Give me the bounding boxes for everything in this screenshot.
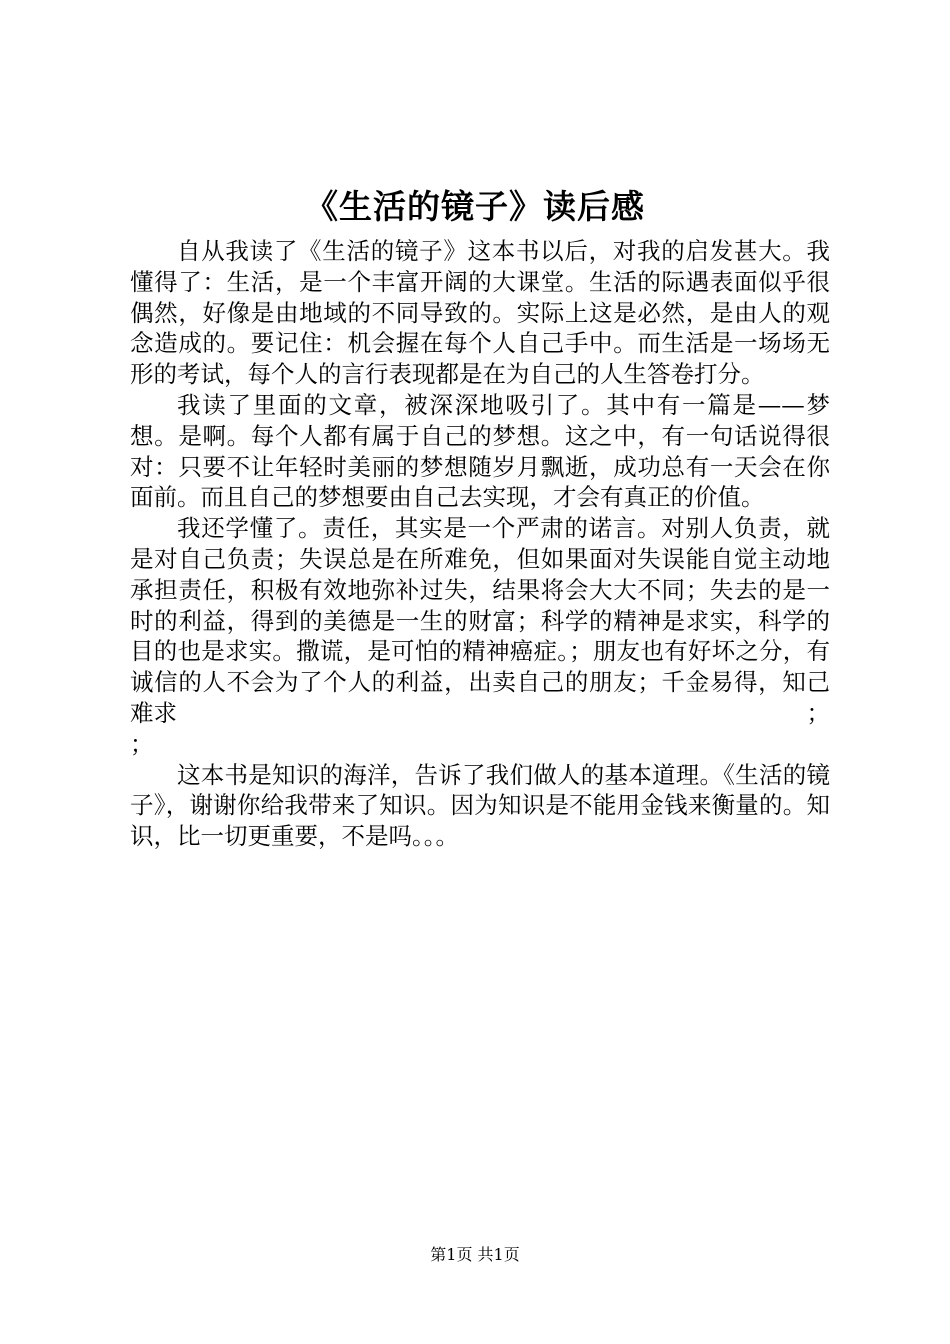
paragraph-4: 这本书是知识的海洋，告诉了我们做人的基本道理。《生活的镜子》，谢谢你给我带来了知识。因为知识是不能用金钱来衡量的。知识，比一切更重要，不是吗。。。 (130, 760, 830, 851)
document-body (130, 236, 830, 852)
paragraph-3: 我还学懂了。责任，其实是一个严肃的诺言。对别人负责，就是对自己负责；失误总是在所难免，但如果面对失误能自觉主动地承担责任，积极有效地弥补过失，结果将会大大不同；失去的是一时的利益，得到的美德是一生的财富；科学的精神是求实，科学的目的也是求实。撒谎，是可怕的精神癌症。；朋友也有好坏之分，有诚信的人不会为了个人的利益，出卖自己的朋友；千金易得，知己难求 (130, 514, 830, 727)
paragraph-2: 我读了里面的文章，被深深地吸引了。其中有一篇是——梦想。是啊。每个人都有属于自己的梦想。这之中，有一句话说得很对：只要不让年轻时美丽的梦想随岁月飘逝，成功总有一天会在你面前。而且自己的梦想要由自己去实现，才会有真正的价值。 (130, 390, 830, 512)
paragraph-1: 自从我读了《生活的镜子》这本书以后，对我的启发甚大。我懂得了：生活，是一个丰富开阔的大课堂。生活的际遇表面似乎很偶然，好像是由地域的不同导致的。实际上这是必然，是由人的观念造成的。要记住：机会握在每个人自己手中。而生活是一场场无形的考试，每个人的言行表现都是在为自己的人生答卷打分。 (130, 237, 830, 389)
page-footer: 第1页 共1页 (430, 1245, 520, 1264)
paragraph-3-wrapper (130, 513, 830, 729)
stray-semicolon-left: ； (130, 729, 154, 758)
document-title: 《生活的镜子》读后感 (305, 187, 645, 226)
stray-semicolon-right: ； (806, 698, 830, 727)
